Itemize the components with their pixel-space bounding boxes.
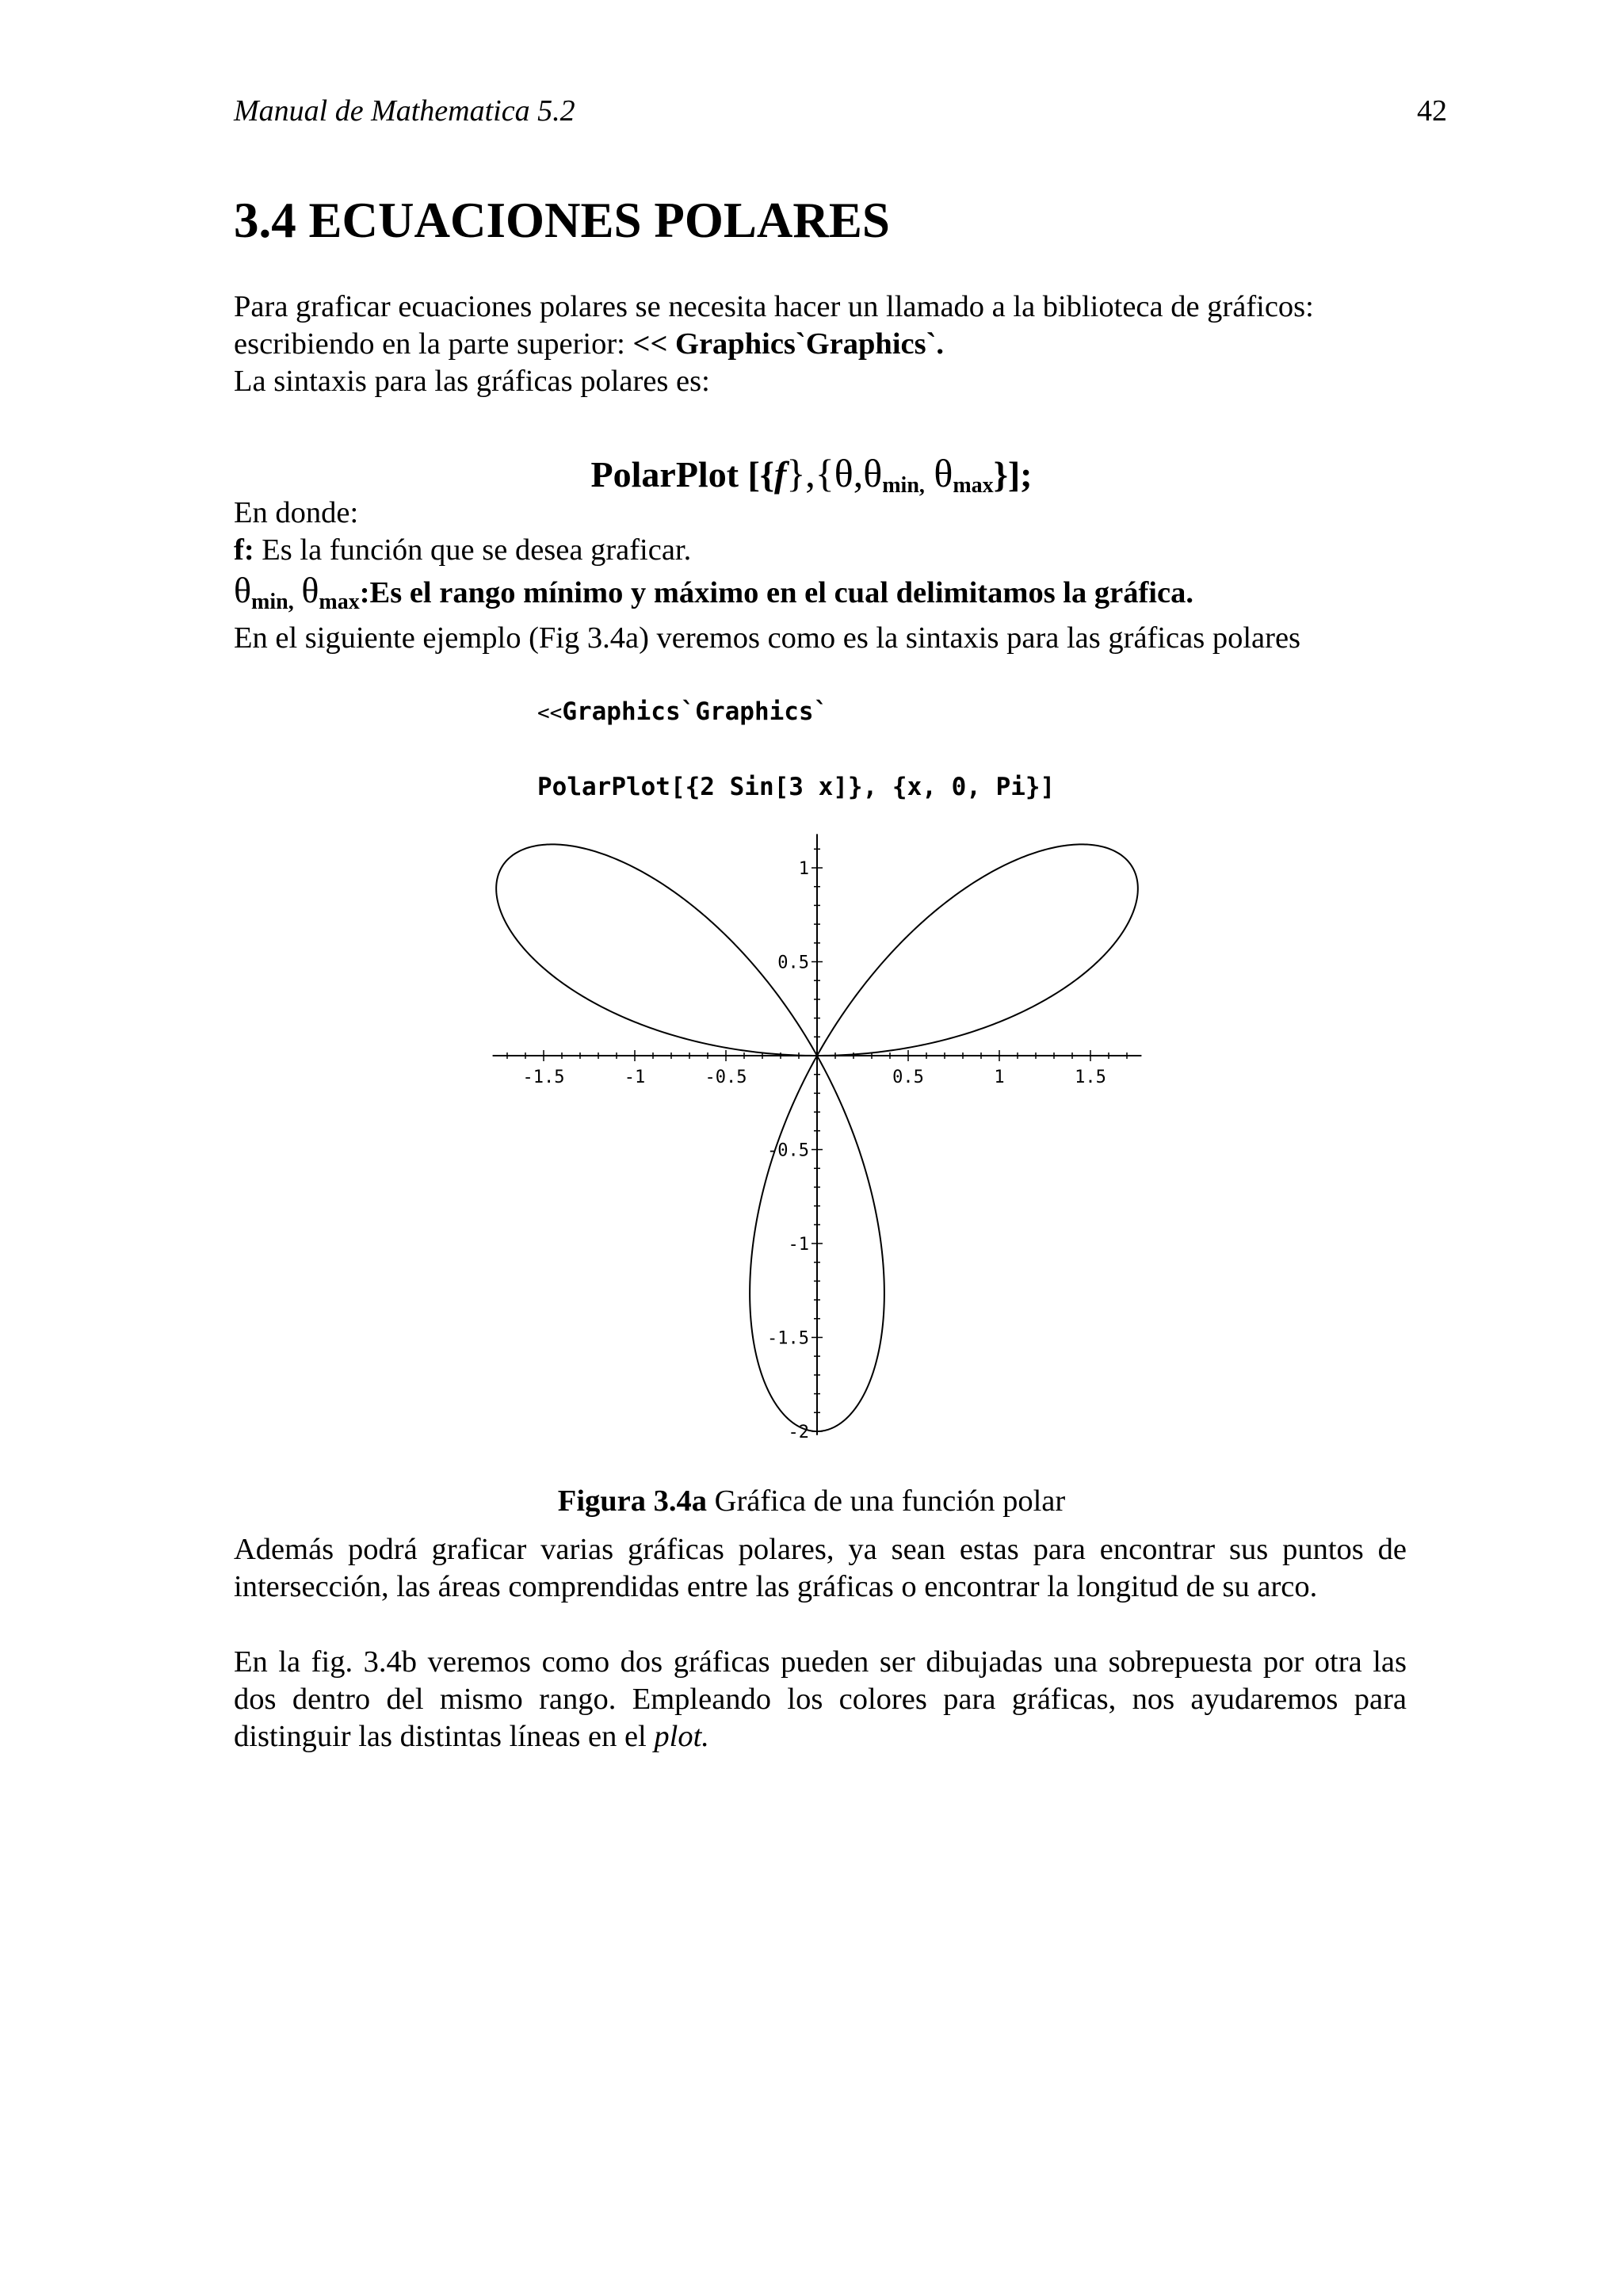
theta-min-symbol: θ (234, 570, 252, 610)
formula-sub-min: min, (882, 473, 925, 498)
code-graphics-package: Graphics`Graphics` (562, 697, 829, 726)
x-tick-label: -1.5 (522, 1068, 565, 1087)
intro-line-3: La sintaxis para las gráficas polares es: (234, 365, 710, 398)
intro-line-1: Para graficar ecuaciones polares se necesita hacer un llamado a la biblioteca de gráficos: (234, 290, 1314, 323)
x-tick-label: 1 (994, 1068, 1005, 1087)
polarplot-syntax (0, 450, 1623, 499)
closing-paragraph-2-text: En la fig. 3.4b veremos como dos gráficas pueden ser dibujadas una sobrepuesta por otra las dos dentro del mismo rango. Empleando los colores para gráficas, nos ayudaremos para distinguir las distintas líneas en el (234, 1645, 1407, 1753)
figure-3-4a (475, 690, 1165, 1482)
graphics-package-call: << Graphics`Graphics`. (632, 327, 945, 361)
closing-paragraph-1: Además podrá graficar varias gráficas polares, ya sean estas para encontrar sus puntos de intersección, las áreas comprendidas entre las gráficas o encontrar la longitud de su arco. (234, 1533, 1407, 1603)
intro-paragraph (234, 288, 1407, 400)
closing-plot-word: plot. (654, 1720, 709, 1753)
f-text: Es la función que se desea graficar. (254, 533, 692, 567)
y-tick-label: 1 (798, 859, 809, 879)
page-number: 42 (1417, 94, 1447, 128)
code-prefix: << (537, 701, 563, 725)
en-donde-label: En donde: (234, 496, 359, 529)
x-tick-label: 0.5 (892, 1068, 924, 1087)
x-tick-label: -1 (624, 1068, 646, 1087)
intro-line-2-prefix: escribiendo en la parte superior: (234, 327, 633, 361)
y-tick-label: -0.5 (767, 1140, 809, 1161)
f-label: f: (234, 533, 254, 567)
closing-paragraph-2 (234, 1644, 1407, 1755)
formula-sub-max: max (953, 473, 994, 498)
y-tick-label: 0.5 (777, 953, 809, 973)
f-definition (234, 533, 691, 567)
theta-sub-max: max (319, 590, 360, 614)
section-heading: 3.4 ECUACIONES POLARES (234, 193, 890, 248)
theta-sub-min: min, (251, 590, 294, 614)
theta-range-text: :Es el rango mínimo y máximo en el cual delimitamos la gráfica. (359, 576, 1193, 609)
formula-open: [{ (747, 454, 774, 495)
running-title: Manual de Mathematica 5.2 (234, 94, 575, 128)
formula-f: f (773, 454, 787, 495)
polar-plot (475, 690, 1165, 1482)
example-intro: En el siguiente ejemplo (Fig 3.4a) veremos como es la sintaxis para las gráficas polares (234, 621, 1301, 655)
x-tick-label: -0.5 (705, 1068, 747, 1087)
caption-label: Figura 3.4a (557, 1484, 708, 1518)
formula-theta-max: θ (934, 451, 953, 495)
theta-max-symbol: θ (301, 570, 319, 610)
formula-close: }]; (993, 454, 1033, 495)
y-tick-label: -1.5 (767, 1328, 809, 1349)
code-line-polarplot: PolarPlot[{2 Sin[3 x]}, {x, 0, Pi}] (537, 773, 1056, 801)
y-tick-label: -1 (788, 1235, 809, 1255)
figure-caption (0, 1484, 1623, 1519)
y-tick-label: -2 (788, 1423, 809, 1442)
x-tick-label: 1.5 (1075, 1068, 1106, 1087)
theta-definition (234, 569, 1193, 615)
caption-text: Gráfica de una función polar (707, 1484, 1066, 1518)
formula-mid: },{θ,θ (786, 451, 883, 495)
formula-name: PolarPlot (590, 454, 739, 495)
